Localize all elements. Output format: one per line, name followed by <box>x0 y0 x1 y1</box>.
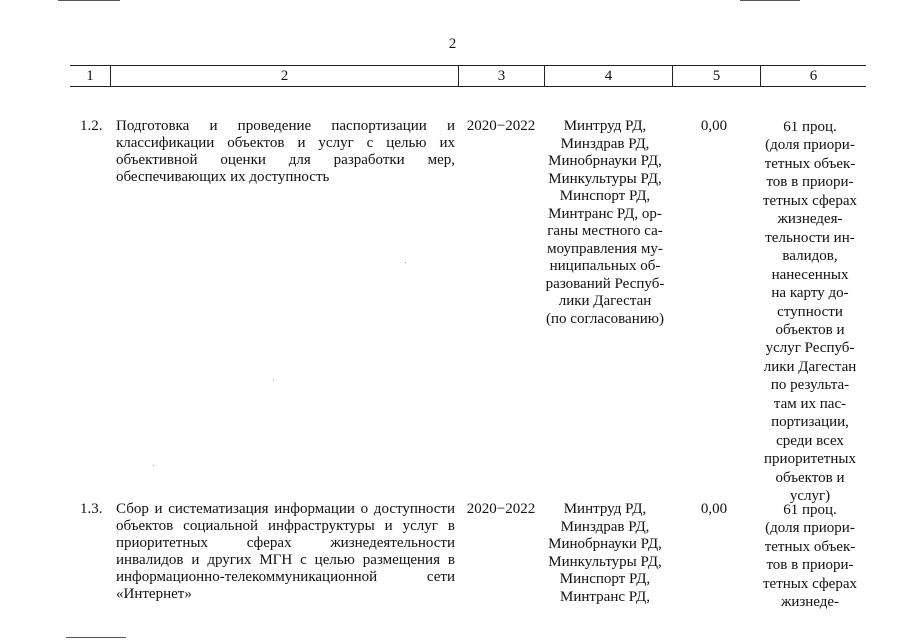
result-line: портизации, <box>771 414 849 431</box>
scan-edge-line <box>66 637 126 638</box>
executor-line: Минспорт РД, <box>559 571 651 588</box>
executor-line: Минкультуры РД, <box>548 553 662 570</box>
header-col-3: 3 <box>497 68 506 84</box>
result-line: тетных объек- <box>764 155 856 172</box>
result-line: услуг) <box>789 488 831 505</box>
executor-line: Минтруд РД, <box>563 501 647 517</box>
page-number: 2 <box>448 36 457 52</box>
result-line: ступности <box>777 303 843 320</box>
executor-line: Минобрнауки РД, <box>548 536 662 553</box>
row-description: Сбор и систематизация информации о доступности объектов социальной инфраструктуры и услуг в приоритетных сферах жизнедеятельности инвалидов и других МГН с целью размещения в информационно-телекоммуникационной сети «Интернет» <box>116 501 455 602</box>
result-line: лики Дагестан <box>763 358 857 375</box>
executor-line: (по согласованию) <box>546 311 664 328</box>
row-period: 2020−2022 <box>466 118 536 134</box>
row-number: 1.3. <box>80 501 103 517</box>
executor-line: Минтранс РД, <box>560 588 650 605</box>
header-col-5: 5 <box>712 68 721 84</box>
executor-line: Минтруд РД, <box>563 118 647 134</box>
executor-line: Минспорт РД, <box>559 188 651 205</box>
result-line: объектов и <box>775 321 845 338</box>
result-line: услуг Респуб- <box>765 340 855 357</box>
scan-speck <box>273 379 274 380</box>
result-line: тов в приори- <box>766 557 854 574</box>
row-result <box>754 118 866 506</box>
result-line: приоритетных <box>764 451 856 468</box>
row-number: 1.2. <box>80 118 103 134</box>
scan-speck <box>405 262 406 263</box>
row-funding: 0,00 <box>700 501 728 517</box>
executor-line: Минтранс РД, ор- <box>548 205 662 222</box>
result-line: тетных объек- <box>764 538 856 555</box>
executor-line: Минздрав РД, <box>560 135 650 152</box>
row-description: Подготовка и проведение паспортизации и классификации объектов и услуг с целью их объективной оценки для разработки мер, обеспечивающих их доступность <box>116 118 455 185</box>
row-period: 2020−2022 <box>466 501 536 517</box>
result-line: среди всех <box>776 432 844 449</box>
scan-edge-line <box>58 0 120 1</box>
result-line: на карту до- <box>771 285 849 302</box>
result-line: нанесенных <box>771 266 849 283</box>
row-funding: 0,00 <box>700 118 728 134</box>
result-line: тетных сферах <box>763 575 857 592</box>
result-line: валидов, <box>782 248 838 265</box>
header-col-6: 6 <box>809 68 818 84</box>
result-line: тов в приори- <box>766 174 854 191</box>
executor-line: Минкультуры РД, <box>548 170 662 187</box>
header-col-1: 1 <box>86 68 94 84</box>
scan-speck <box>153 465 154 466</box>
header-col-4: 4 <box>604 68 613 84</box>
header-col-2: 2 <box>280 68 289 84</box>
result-line: (доля приори- <box>765 520 855 537</box>
row-executors <box>540 501 670 606</box>
result-line: тетных сферах <box>763 192 857 209</box>
result-line: объектов и <box>775 469 845 486</box>
result-line: жизнеде- <box>780 594 840 611</box>
result-line: по результа- <box>770 377 850 394</box>
result-line: 61 проц. <box>783 502 837 518</box>
row-executors <box>540 118 670 329</box>
executor-line: Минздрав РД, <box>560 518 650 535</box>
result-line: (доля приори- <box>765 137 855 154</box>
scan-edge-line <box>740 0 800 1</box>
result-line: жизнедея- <box>777 211 843 228</box>
executor-line: лики Дагестан <box>558 293 652 310</box>
executor-line: ниципальных об- <box>549 258 661 275</box>
result-line: там их пас- <box>773 395 847 412</box>
executor-line: Минобрнауки РД, <box>548 153 662 170</box>
row-result <box>754 501 866 612</box>
executor-line: моуправления му- <box>547 240 663 257</box>
result-line: 61 проц. <box>783 119 837 135</box>
executor-line: ганы местного са- <box>547 223 663 240</box>
table-header-row <box>70 65 866 87</box>
result-line: тельности ин- <box>765 229 855 246</box>
executor-line: разований Респуб- <box>545 275 665 292</box>
